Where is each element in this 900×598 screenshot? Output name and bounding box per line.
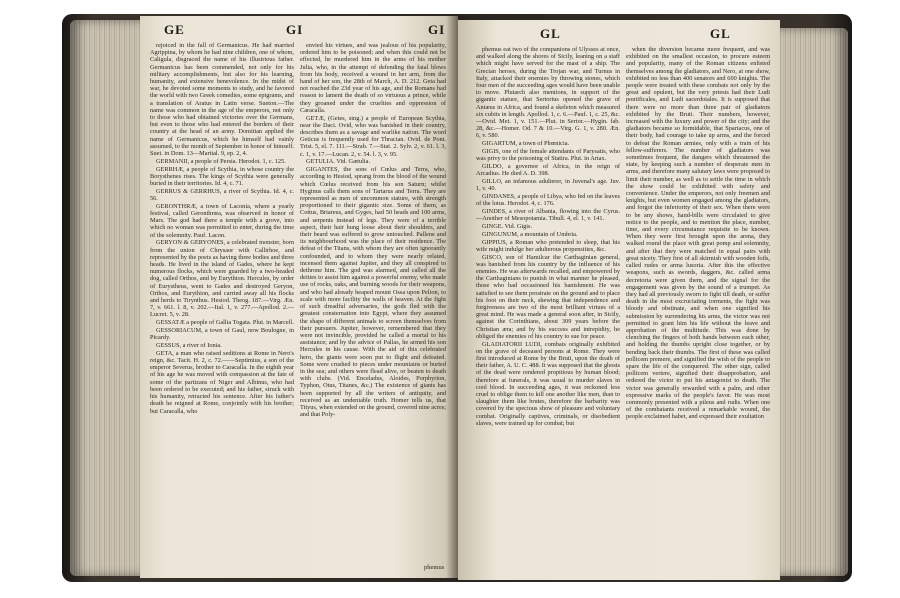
entry-paragraph: GETÆ, (Getes, sing.) a people of European Scythia, near the Daci. Ovid, who was banished in their country, describes them as a savage and warlike nation. The word Geticus is frequently used for Thracian. Ovid. de Pont. Trist. 5, el. 7. 111.—Strab. 7.—Stat. 2. Sylv. 2, v. 61. l. 3, c. 1, v. 17.—Lucan. 2, v. 54. l. 3, v. 95. (300, 114, 446, 158)
entry-paragraph: GESSORIACUM, a town of Gaul, now Boulogne, in Picardy. (150, 327, 294, 342)
entry-paragraph: GLADIATORII LUDI, combats originally exhibited on the grave of deceased persons at Rome. They were first introduced at Rome by the Bruti, upon the death of their father, A. U. C. 488. It was supposed that the ghosts of the dead were rendered propitious by human blood; therefore at funerals, it was usual to murder slaves in cool blood. In succeeding ages, it was reckoned less cruel to oblige them to kill one another like men, than to slaughter them like brutes, therefore the barbarity was covered by the specious show of pleasure and voluntary combat. Originally captives, criminals, or disobedient slaves, were trained up for combat; but (476, 340, 620, 427)
entry-paragraph: when the diversion became more frequent, and was exhibited on the smallest occasion, to procure esteem and popularity, many of the Roman citizens enlisted themselves among the gladiators, and Nero, at one show, exhibited no less than 400 senators and 600 knights. The people were treated with these combats not only by the great and opulent, but the very priests had their Ludi pontificales, and Ludi sacerdotales. It is supposed that there were no more than three pair of gladiators exhibited by the Bruti. Their numbers, however, increased with the luxury and power of the city; and the gladiators became so formidable, that Spartacus, one of their body, had courage to take up arms, and the forced to defeat the Roman armies, only with a train of his fellow-sufferers. The number of gladiators was sometimes frequent, the dangers which threatened the state, by keeping such a number of desperate men in arms, and therefore many salutary laws were proposed to limit their number, as well as to settle the time in which the show could be exhibited with safety and convenience. Under the emperors, not only freemen and knights, but even women engaged among the gladiators, and forgot the inferiority of their sex. When there were to be any shows, hand-bills were circulated to give notice to the people, and to mention the place, number, time, and every circumstance requisite to be known. When they were first brought upon the arena, they walked round the place with great pomp and solemnity, and after that they were matched in equal pairs with great nicety. They first of all skirmish with wooden foils, called rudes or arma lusoria. After this the effective weapons, such as swords, daggers, &c. called arma decretoria were given them, and the signal for the engagement was given by the sound of a trumpet. As they had all previously sworn to fight till death, or suffer death in the most excruciating torments, the fight was bloody and obstinate, and when one signified his submission by surrendering his arms, the victor was not permitted to grant him his life without the leave and approbation of the multitude. This was done by clenching the fingers of both hands between each other, and holding the thumbs upright close together, or by bending back their thumbs. The first of these was called pollicem premere, and signified the wish of the people to spare the life of the conquered. The other sign, called pollicem vertere, signified their disapprobation, and ordered the victor to put his antagonist to death. The victor was generally rewarded with a palm, and other expressive marks of the people's favor. He was most commonly presented with a pileus and rudis. When one of the combatants received a remarkable wound, the people exclaimed habet, and expressed their exultation (626, 46, 770, 421)
entry-paragraph: GESSATÆ a people of Gallia Togata. Plut. in Marcell. (156, 319, 294, 327)
left-page-header-1: GE (164, 22, 185, 37)
entry-paragraph: GINDES, a river of Albania, flowing into the Cyrus.—Another of Mesopotamia. Tibull. 4, el. 1, v. 141. (476, 208, 620, 223)
entry-paragraph: GIGARTUM, a town of Phœnicia. (482, 140, 570, 148)
left-page-header-3: GI (428, 22, 446, 37)
entry-paragraph: GIGIS, one of the female attendants of Parysatis, who was privy to the poisoning of Statira. Plut. in Artax. (476, 148, 620, 163)
entry-paragraph: GERYON & GERYONES, a celebrated monster, born from the union of Chrysaor with Callirhoe, and represented by the poets as having three bodies and three heads. He lived in the island of Gades, where he kept numerous flocks, which were guarded by a two-headed dog, called Orthos, and by Eurythion. Hercules, by order of Eurystheus, went to Gades and destroyed Geryon, Orthos, and Eurythion, and carried away all his flocks and herds to Tirynthus. Hesiod. Theog. 187.—Virg. Æn. 7, v. 661. l. 8, v. 202.—Ital. 1, v. 277.—Apollod. 2.—Lucret. 5, v. 28. (150, 239, 294, 319)
entry-paragraph: GERONTHRÆ, a town of Laconia, where a yearly festival, called Geronthrœa, was observed in honor of Mars. The god had there a temple with a grove, into which no woman was permitted to enter, during the time of the solemnity. Pauf. Lacon. (150, 202, 294, 239)
entry-paragraph: GINGE. Vid. Gigis. (482, 223, 533, 231)
left-page (140, 16, 458, 578)
entry-paragraph: GERMANII, a people of Persia. Herodot. 1, c. 125. (156, 157, 286, 165)
right-page-header-1: GL (540, 26, 561, 41)
entry-paragraph: rejoiced in the fall of Germanicus. He had married Agrippina, by whom he had nine children, one of whom, Caligula, disgraced the name of his illustrious father. Germanicus has been commended, not only for his military accomplishments, but also for his learning, humanity, and extensive benevolence. In the midst of war, he devoted some moments to study, and he favored the world with two Greek comedies, some epigrams, and a translation of Aratus in Latin verse. Sueton.—The name was common in the age of the emperors, not only to those who had obtained victories over the Germans, but even to those who had entered the borders of their country at the head of an army. Domitian applied the name of Germanicus, which he himself had vainly assumed, to the month of September in honor of himself. Suet. in Dom. 13—Martial. 9, ep. 2, 4. (150, 42, 294, 158)
catchword: phemus (424, 564, 445, 571)
entry-paragraph: GILLO, an infamous adulterer, in Juvenal's age. Juv. 1, v. 40. (476, 178, 620, 193)
right-page-column-1 (476, 46, 620, 572)
entry-paragraph: GINGUNUM, a mountain of Umbria. (482, 230, 578, 238)
left-page-column-2 (300, 42, 446, 562)
entry-paragraph: GERRUS & GERRHUS, a river of Scythia. Id. 4, c. 56. (150, 187, 294, 203)
left-page-edges (70, 20, 148, 576)
entry-paragraph: GINDANES, a people of Libya, who fed on the leaves of the lotus. Herodot. 4, c. 176. (476, 193, 620, 208)
right-page-column-2 (626, 46, 770, 572)
entry-paragraph: GIPPIUS, a Roman who pretended to sleep, that his wife might indulge her adulterous propensities, &c. (476, 238, 620, 253)
entry-paragraph: GETULIA. Vid. Gætulia. (306, 158, 371, 166)
right-page-header-2: GL (710, 26, 731, 41)
entry-paragraph: GISCO, son of Hamilcar the Carthaginian general, was banished from his country by the influence of his enemies. He was afterwards recalled, and empowered by the Carthaginians to punish in what manner he pleased, those who had occasioned his banishment. He was satisfied to see them prostrate on the ground and to place his foot on their neck, shewing that independence and forgiveness are two of the most brilliant virtues of a great mind. He was made a general soon after, in Sicily, against the Corinthians, about 309 years before the Christian æra; and by his success and intrepidity, he obliged the enemies of his country to sue for peace. (476, 253, 620, 340)
right-page (458, 20, 780, 580)
entry-paragraph: GESSUS, a river of Ionia. (156, 342, 222, 350)
right-page-edges (770, 28, 848, 576)
entry-paragraph: GIGANTES, the sons of Cœlus and Terra, who, according to Hesiod, sprang from the blood of the wound which Cœlus received from his son Saturn; whilst Hyginus calls them sons of Tartarus and Terra. They are represented as men of uncommon stature, with strength proportioned to their gigantic size. Some of them, as Cottus, Briareus, and Gyges, had 50 heads and 100 arms, and serpents instead of legs. They were of a terrible aspect, their hair hung loose about their shoulders, and their beard was suffered to grow untouched. Pallene and its neighbourhood was the place of their residence. The defeat of the Titans, with whom they are often ignorantly confounded, and to whom they were nearly related, incensed them against Jupiter, and they all conspired to dethrone him. The god was alarmed, and called all the deities to assist him against a powerful enemy, who made use of rocks, oaks, and burning woods for their weapons, and who had already heaped mount Ossa upon Pelion, to scale with more facility the walls of heaven. At the fight of such dreadful adversaries, the gods fled with the greatest consternation into Egypt, where they assumed the shape of different animals to screen themselves from their pursuers. Jupiter, however, remembered that they were not invincible, provided he called a mortal to his assistance; and by the advice of Pallas, he armed his son Hercules in his cause. With the aid of this celebrated hero, the giants were soon put to flight and defeated. Some were crushed to pieces under mountains or buried in the sea; and others were flead alive, or beaten to death with clubs. (Vid. Enceladus, Aloides, Porphyrion, Typhon, Otus, Titanes, &c.) The existence of giants has been supported by all the writers of antiquity, and received as an undeniable truth. Homer tells us, that Tityus, when extended on the ground, covered nine acres; and that Poly- (300, 166, 446, 419)
entry-paragraph: GERRHÆ, a people of Scythia, in whose country the Borysthenes rises. The kings of Scythia were generally buried in their territories. Id. 4, c. 71. (150, 165, 294, 188)
left-page-header-2: GI (286, 22, 304, 37)
entry-paragraph: GILDO, a governor of Africa, in the reign of Arcadius. He died A. D. 398. (476, 163, 620, 178)
left-page-column-1 (150, 42, 294, 568)
entry-paragraph: phemus eat two of the companions of Ulysses at once, and walked along the shores of Sicily, leaning on a staff which might have served for the mast of a ship. The Grecian heroes, during the Trojan war, and Turnus in Italy, attacked their enemies by throwing stones, which four men of the succeeding ages would have been unable to move. Plutarch also mentions, in support of the gigantic stature, that Sertorius opened the grave of Antæus in Africa, and found a skeleton which measured six cubits in length. Apollod. 1, c. 6.—Pauf. 1, c. 25, &c.—Ovid. Met. 1, v. 151.—Plut. in Sertor.—Hygin. fab. 28, &c.—Homer. Od. 7 & 10.—Virg. G. 1, v. 280. Æn. 6, v. 580. (476, 46, 620, 140)
entry-paragraph: GETA, a man who raised seditions at Rome in Nero's reign, &c. Tacit. H. 2, c. 72.——Septimius, a son of the emperor Severus, brother to Caracalla. In the eighth year of his age he was moved with compassion at the fate of some of the partizans of Niger and Albinus, who had been ordered to be executed; and his father, struck with his humanity, retracted his sentence. After his father's death he reigned at Rome, conjointly with his brother; but Caracalla, who (150, 349, 294, 415)
entry-paragraph: envied his virtues, and was jealous of his popularity, ordered him to be poisoned; and when this could not be effected, he murdered him in the arms of his mother Julia, who, in the attempt of defending the fatal blows from his body, received a wound in her arm, from the hand of her son, the 28th of March, A. D. 212. Geta had not reached the 23d year of his age, and the Romans had reason to lament the death of so virtuous a prince, while they groaned under the cruelties and oppression of Caracalla. (300, 42, 446, 114)
